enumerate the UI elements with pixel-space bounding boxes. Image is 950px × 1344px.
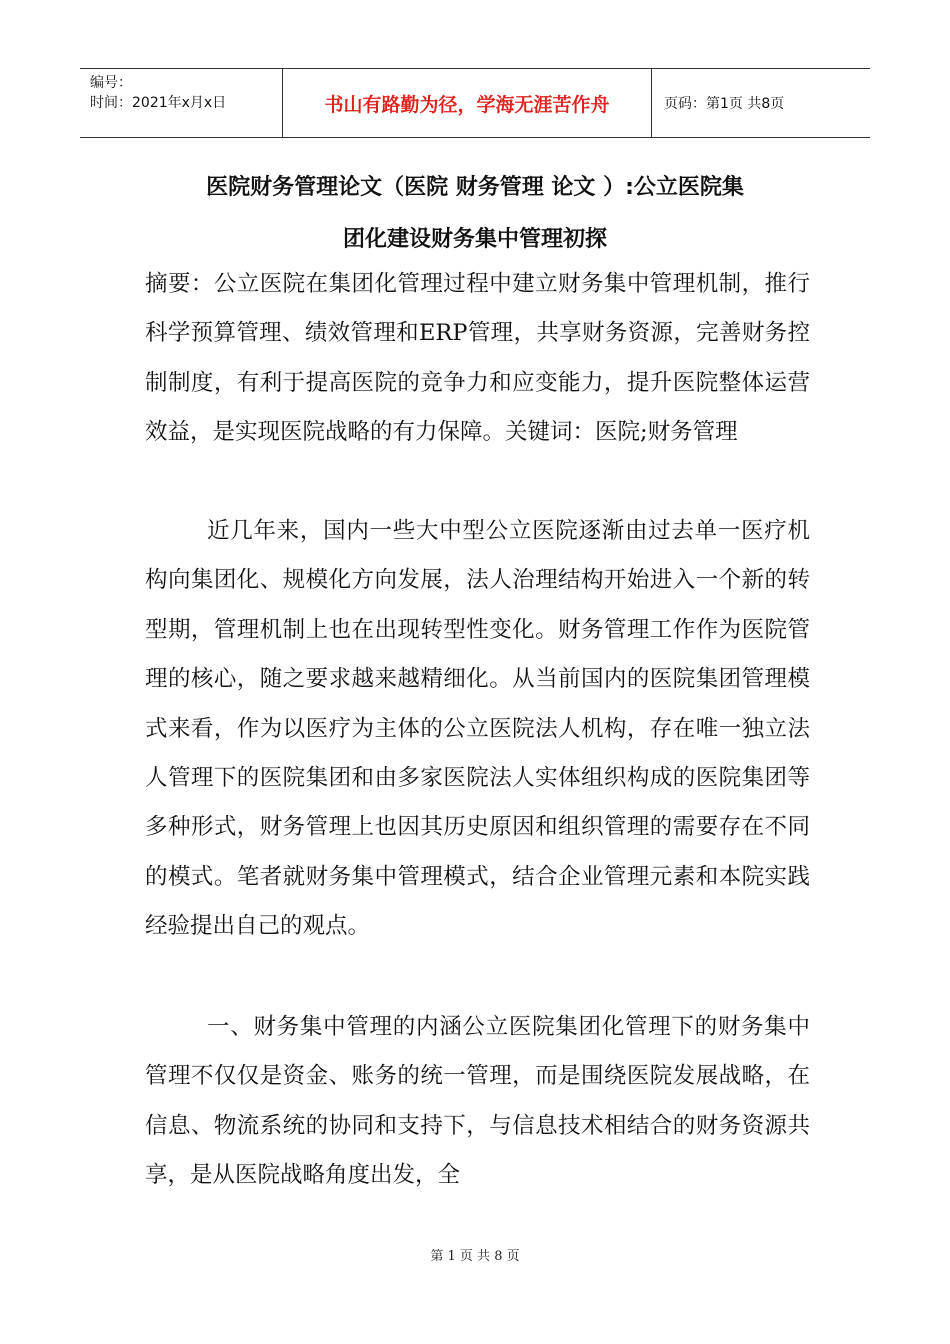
body-paragraph-1: 近几年来，国内一些大中型公立医院逐渐由过去单一医疗机构向集团化、规模化方向发展，法人治理结构开始进入一个新的转型期，管理机制上也在出现转型性变化。财务管理工作作为医院管理的核心，随之要求越来越精细化。从当前国内的医院集团管理模式来看，作为以医疗为主体的公立医院法人机构，存在唯一独立法人管理下的医院集团和由多家医院法人实体组织构成的医院集团等多种形式，财务管理上也因其历史原因和组织管理的需要存在不同的模式。笔者就财务集中管理模式，结合企业管理元素和本院实践经验提出自己的观点。 (145, 518, 810, 940)
body-paragraph-2: 一、财务集中管理的内涵公立医院集团化管理下的财务集中管理不仅仅是资金、账务的统一管理，而是围绕医院发展战略，在信息、物流系统的协同和支持下，与信息技术相结合的财务资源共享，是从医院战略角度出发，全 (145, 1014, 810, 1189)
doc-time-label: 时间：2021年x月x日 (90, 95, 227, 111)
document-title-line-1: 医院财务管理论文（医院 财务管理 论文 ）:公立医院集 (206, 175, 744, 200)
document-title-line-2: 团化建设财务集中管理初探 (342, 227, 607, 252)
doc-number-label: 编号： (90, 75, 132, 91)
header-meta-cell (80, 69, 282, 137)
header-page-info: 页码：第1页 共8页 (664, 96, 785, 112)
page-footer: 第 1 页 共 8 页 (430, 1249, 520, 1264)
header-motto: 书山有路勤为径，学海无涯苦作舟 (282, 69, 652, 137)
document-header (80, 68, 870, 138)
abstract-paragraph: 摘要：公立医院在集团化管理过程中建立财务集中管理机制，推行科学预算管理、绩效管理和ERP管理，共享财务资源，完善财务控制制度，有利于提高医院的竞争力和应变能力，提升医院整体运营效益，是实现医院战略的有力保障。关键词：医院;财务管理 (145, 271, 810, 446)
